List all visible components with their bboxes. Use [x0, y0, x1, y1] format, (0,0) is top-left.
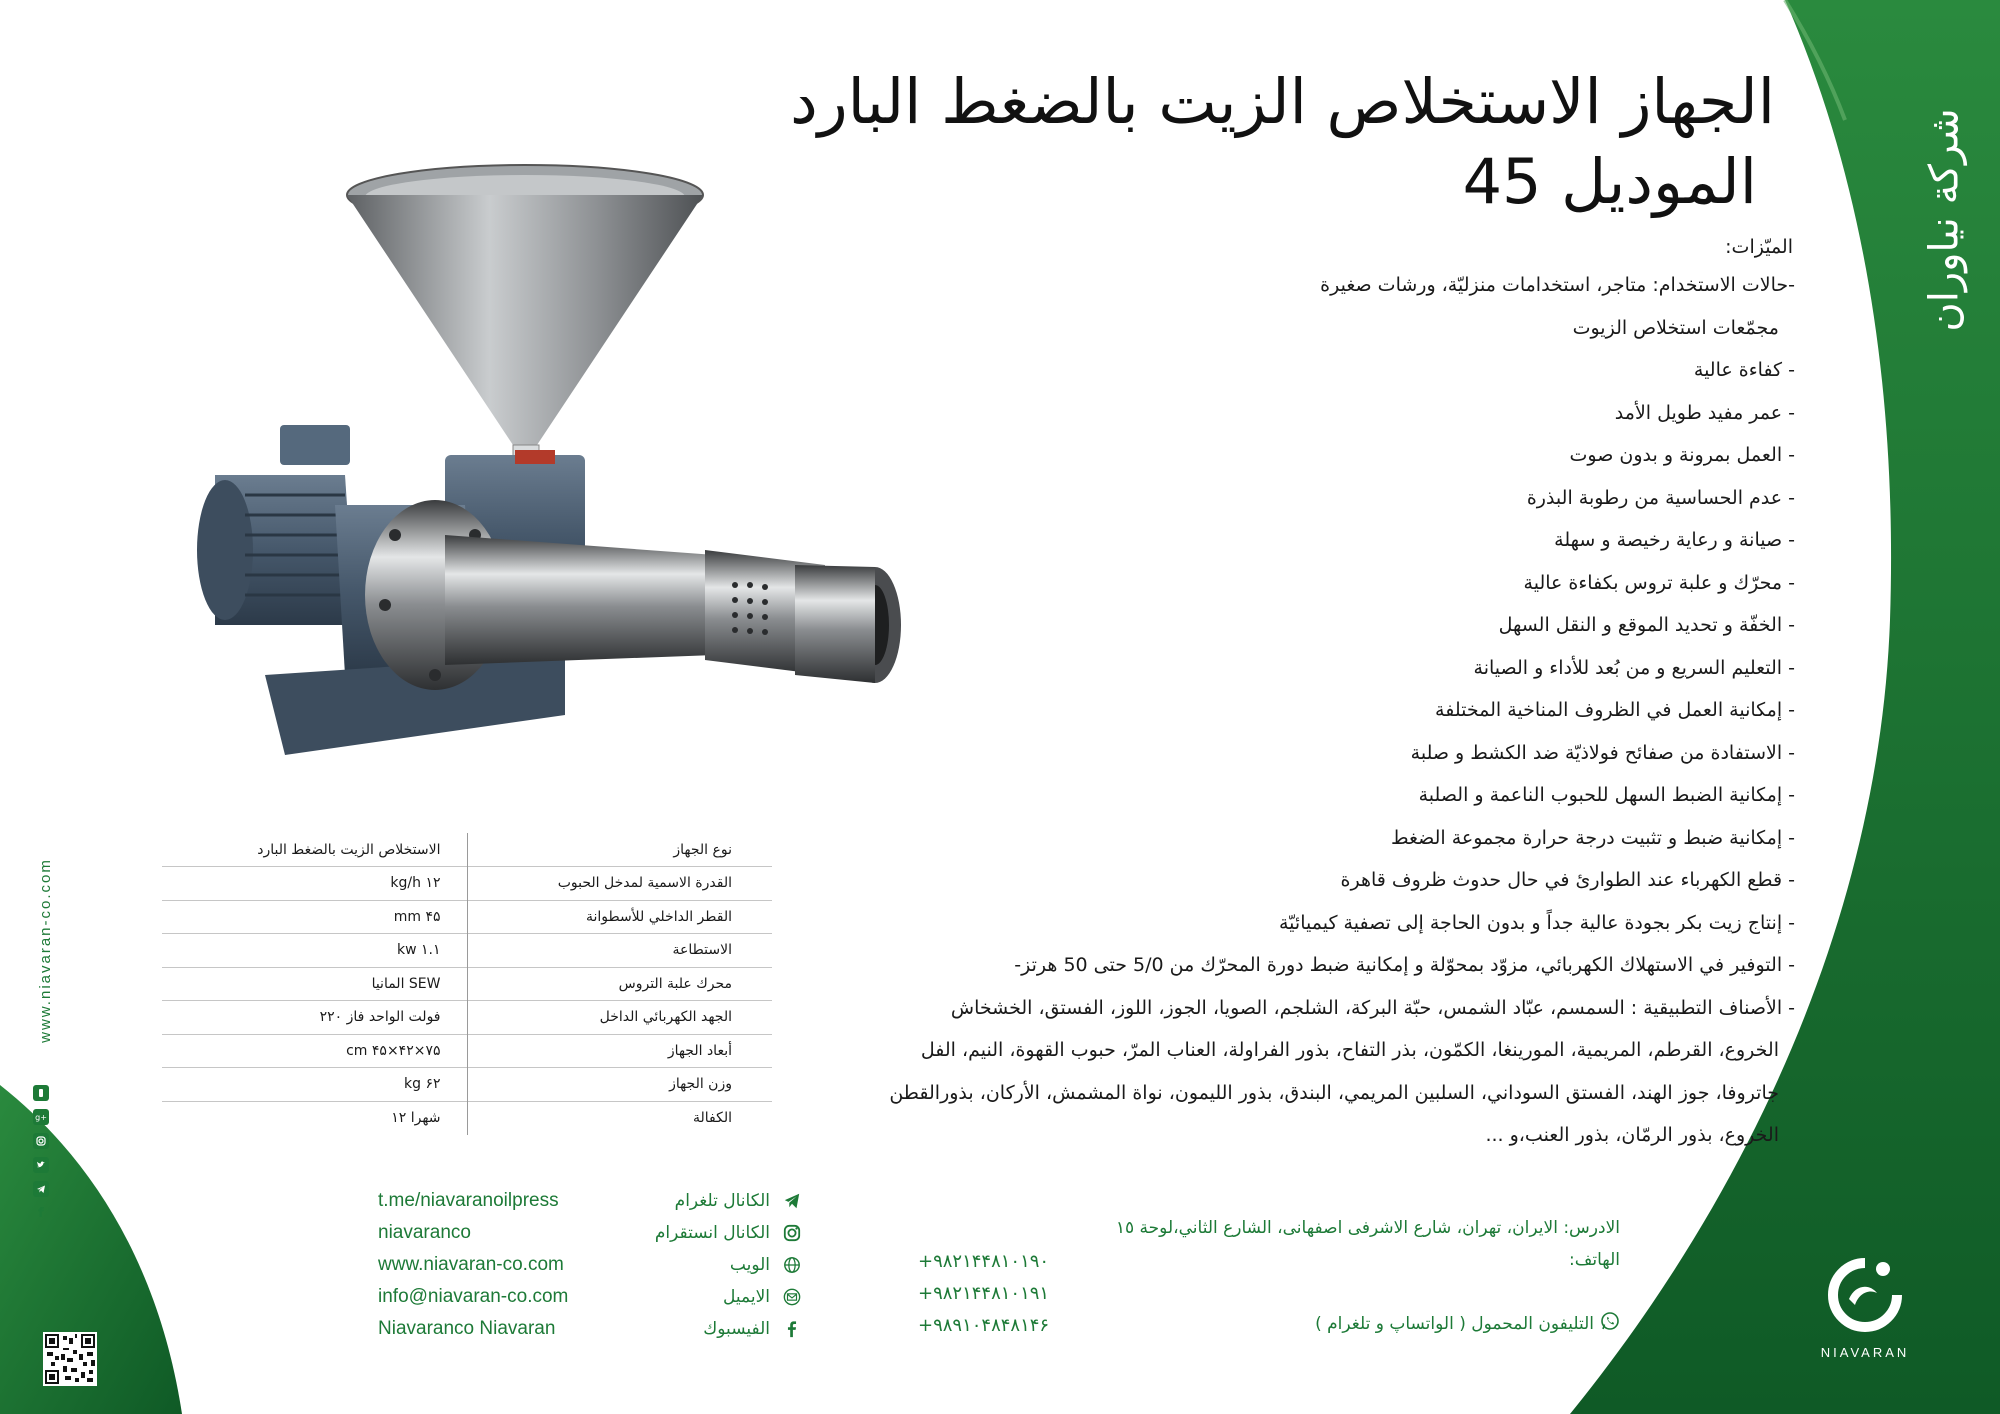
phone-number[interactable]: +۹۸۲۱۴۴۸۱۰۱۹۱ — [918, 1283, 1050, 1304]
contact-email[interactable] — [378, 1281, 838, 1313]
spec-value: SEW المانيا — [371, 975, 441, 992]
phone-numbers — [918, 1246, 1108, 1342]
phone-number[interactable]: +۹۸۲۱۴۴۸۱۰۱۹۰ — [918, 1251, 1050, 1272]
features-heading: الميّزات: — [1725, 236, 1793, 258]
logo-label: NIAVARAN — [1820, 1345, 1910, 1360]
feature-item: - إنتاج زيت بكر بجودة عالية جداً و بدون الحاجة إلى تصفية كيميائيّة — [1279, 911, 1795, 934]
feature-item: الخروع، بذور الرمّان، بذور العنب،و ... — [1485, 1124, 1779, 1146]
feature-item: - عدم الحساسية من رطوبة البذرة — [1526, 486, 1795, 509]
spec-value: الاستخلاص الزيت بالضغط البارد — [257, 841, 441, 858]
contact-instagram[interactable] — [378, 1217, 838, 1249]
spec-table — [162, 833, 772, 1135]
title-line-1: الجهاز الاستخلاص الزيت بالضغط البارد — [790, 65, 1775, 138]
telegram-icon[interactable] — [33, 1181, 49, 1197]
spec-value: ۱.۱ kw — [396, 942, 441, 959]
feature-item: - إمكانية العمل في الظروف المناخية المختلفة — [1435, 699, 1795, 721]
contact-list — [378, 1185, 838, 1345]
spec-label: الاستطاعة — [467, 934, 772, 968]
feature-item: - كفاءة عالية — [1693, 359, 1795, 381]
facebook-label: الفيسبوك — [703, 1319, 770, 1339]
feature-item: جاتروفا، جوز الهند، الفستق السوداني، السلبين المريمي، البندق، بذور الليمون، نواة المشمش، الأركان، بذورالقطن — [889, 1081, 1779, 1104]
spec-value: فولت الواحد فاز ۲۲۰ — [319, 1009, 441, 1026]
feature-item: - التعليم السريع و من بُعد للأداء و الصيانة — [1473, 656, 1795, 679]
feature-item: الخروع، القرطم، المريمية، المورينغا، الكمّون، بذر التفاح، بذور الفراولة، العناب المرّ، حبوب القهوة، النيم، الفل — [920, 1039, 1779, 1061]
facebook-icon — [778, 1315, 806, 1343]
feature-item: - التوفير في الاستهلاك الكهربائي، مزوّد بمحوّلة و إمكانية ضبط دورة المحرّك من 5/0 حتى 50 هرتز- — [1014, 954, 1795, 976]
spec-row — [162, 934, 772, 968]
feature-item: - صيانة و رعاية رخيصة و سهلة — [1554, 529, 1795, 551]
spec-label: الجهد الكهربائي الداخل — [467, 1001, 772, 1035]
contact-telegram[interactable] — [378, 1185, 838, 1217]
brand-name-vertical — [1915, 90, 1975, 350]
feature-item: - إمكانية ضبط و تثبيت درجة حرارة مجموعة الضغط — [1390, 826, 1795, 849]
niavaran-logo — [1815, 1255, 1915, 1360]
spec-row — [162, 1001, 772, 1035]
telegram-link[interactable]: t.me/niavaranoilpress — [378, 1190, 559, 1211]
facebook-link[interactable]: Niavaranco Niavaran — [378, 1318, 556, 1339]
email-label: الايميل — [723, 1287, 770, 1307]
spec-value: ۷۵×۴۲×۴۵ cm — [346, 1042, 441, 1059]
feature-item: - محرّك و علبة تروس بكفاءة عالية — [1523, 571, 1795, 594]
email-icon — [778, 1283, 806, 1311]
web-label: الويب — [729, 1255, 770, 1275]
spec-label: وزن الجهاز — [467, 1068, 772, 1102]
spec-label: الكفالة — [467, 1101, 772, 1135]
facebook-icon[interactable]: f — [38, 1205, 44, 1221]
feature-item: - الاستفادة من صفائح فولاذيّة ضد الكشط و صلبة — [1410, 741, 1795, 764]
feature-item: - قطع الكهرباء عند الطوارئ في حال حدوث ظروف قاهرة — [1340, 869, 1795, 891]
spec-label: نوع الجهاز — [467, 833, 772, 867]
qr-code — [43, 1332, 97, 1386]
feature-item: - إمكانية الضبط السهل للحبوب الناعمة و الصلبة — [1418, 784, 1795, 806]
logo-icon — [1825, 1255, 1905, 1335]
telegram-icon — [778, 1187, 806, 1215]
globe-icon — [778, 1251, 806, 1279]
contact-web[interactable] — [378, 1249, 838, 1281]
web-link[interactable]: www.niavaran-co.com — [378, 1254, 564, 1275]
address-line: الادرس: الايران، تهران، شارع الاشرفى اصفهانى، الشارع الثاني،لوحة ١٥ — [1115, 1218, 1620, 1238]
email-link[interactable]: info@niavaran-co.com — [378, 1286, 569, 1307]
mobile-label: التليفون المحمول ( الواتساپ و تلغرام ) — [1315, 1313, 1594, 1334]
feature-item: -حالات الاستخدام: متاجر، استخدامات منزليّة، ورشات صغيرة — [1320, 274, 1795, 296]
spec-label: القدرة الاسمية لمدخل الحبوب — [467, 867, 772, 901]
spec-value: ۴۵ mm — [393, 908, 441, 925]
spec-row — [162, 833, 772, 867]
instagram-label: الكانال انستقرام — [654, 1223, 770, 1243]
spec-row — [162, 867, 772, 901]
phone-label: الهاتف: — [1569, 1250, 1620, 1270]
spec-value: ۱۲ kg/h — [390, 875, 441, 892]
feature-item: - الأصناف التطبيقية : السمسم، عبّاد الشمس، حبّة البركة، الشلجم، الصويا، الجوز، اللوز، الفستق، الخشخاش — [950, 996, 1795, 1019]
instagram-icon — [778, 1219, 806, 1247]
spec-row — [162, 1101, 772, 1135]
spec-row — [162, 967, 772, 1001]
phone-icon[interactable] — [33, 1085, 49, 1101]
spec-row — [162, 1068, 772, 1102]
telegram-label: الكانال تلغرام — [674, 1191, 770, 1211]
spec-row — [162, 1034, 772, 1068]
side-url: www.niavaran-co.com — [36, 857, 54, 1043]
feature-item: - الخفّة و تحديد الموقع و النقل السهل — [1498, 614, 1795, 636]
feature-item: مجمّعات استخلاص الزيوت — [1572, 316, 1779, 339]
spec-row — [162, 900, 772, 934]
instagram-link[interactable]: niavaranco — [378, 1222, 471, 1243]
title-line-2: الموديل 45 — [1462, 145, 1757, 218]
spec-label: محرك علبة التروس — [467, 967, 772, 1001]
google-plus-icon[interactable]: g+ — [33, 1109, 49, 1125]
brand-name: شركة نياوران — [1922, 108, 1968, 332]
side-url-vertical — [28, 820, 62, 1080]
social-icons-column — [33, 1085, 53, 1229]
phone-number[interactable]: +۹۸۹۱۰۴۸۴۸۱۴۶ — [918, 1315, 1050, 1336]
whatsapp-icon — [1600, 1311, 1620, 1336]
mobile-row — [1315, 1311, 1620, 1336]
instagram-icon[interactable] — [33, 1133, 49, 1149]
spec-label: القطر الداخلي للأسطوانة — [467, 900, 772, 934]
spec-value: شهرا ۱۲ — [391, 1110, 441, 1126]
feature-item: - عمر مفيد طويل الأمد — [1614, 401, 1795, 424]
spec-value: ۶۲ kg — [404, 1076, 441, 1093]
twitter-icon[interactable] — [33, 1157, 49, 1173]
contact-facebook[interactable] — [378, 1313, 838, 1345]
spec-label: أبعاد الجهاز — [467, 1034, 772, 1068]
feature-item: - العمل بمرونة و بدون صوت — [1569, 444, 1795, 466]
features-list — [755, 231, 1795, 1157]
